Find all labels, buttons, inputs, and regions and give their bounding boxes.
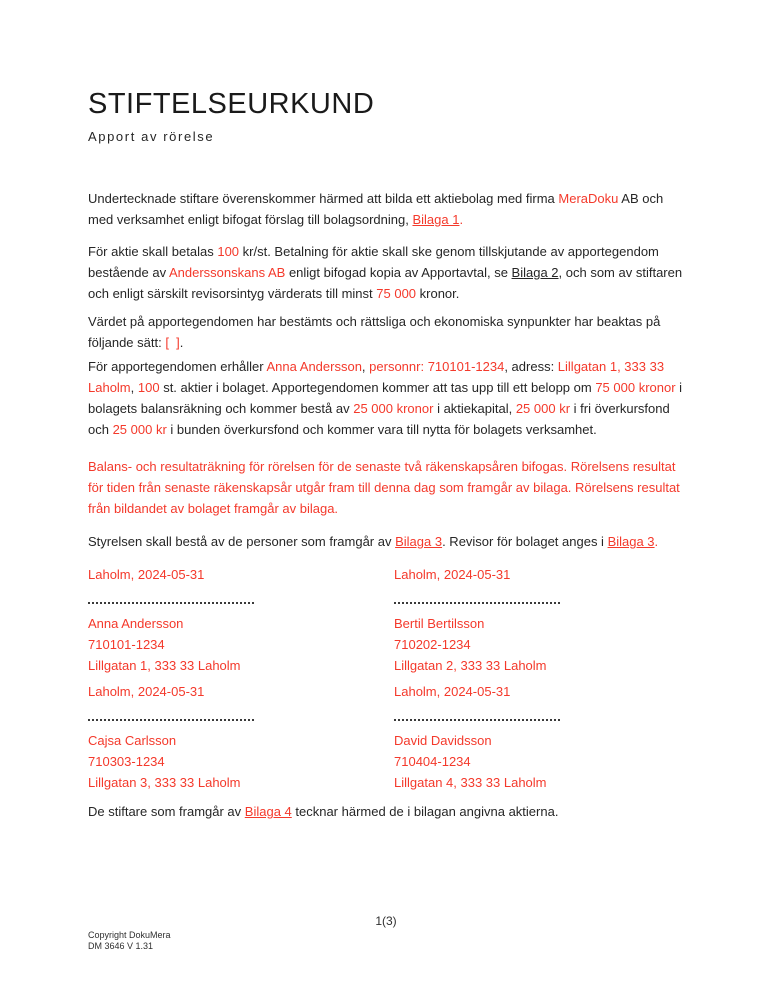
footer bbox=[88, 930, 171, 952]
signature-block-anna-andersson bbox=[88, 564, 394, 676]
signature-city-date: Laholm, 2024-05-31 bbox=[88, 567, 205, 582]
signature-block-david-davidsson bbox=[394, 681, 700, 793]
document-title: STIFTELSEURKUND bbox=[88, 88, 375, 120]
bilaga-4-link[interactable]: Bilaga 4 bbox=[244, 804, 292, 819]
text-run: Styrelsen skall bestå av de personer som framgår av bbox=[88, 534, 396, 549]
text-run: Anna Andersson bbox=[266, 359, 362, 374]
text-run: i bolagets balansräkning och kommer bestå av bbox=[88, 380, 683, 416]
text-run: , bbox=[130, 380, 138, 395]
text-run: enligt bifogad kopia av Apportavtal, se bbox=[285, 265, 512, 280]
footer-version: DM 3646 V 1.31 bbox=[88, 941, 154, 951]
text-run: Värdet på apportegendomen har bestämts och rättsliga och ekonomiska synpunkter har beaktas på följande sätt: bbox=[88, 314, 661, 350]
text-run: i fri överkursfond och bbox=[88, 401, 670, 437]
signature-line bbox=[88, 602, 254, 604]
signatory-name: David Davidsson bbox=[394, 733, 492, 748]
text-run: i bunden överkursfond och kommer vara till nytta för bolagets verksamhet. bbox=[166, 422, 597, 437]
paragraph-formation bbox=[88, 188, 688, 230]
page-number: 1(3) bbox=[375, 914, 397, 928]
text-run: De stiftare som framgår av bbox=[88, 804, 245, 819]
bilaga-3-link[interactable]: Bilaga 3 bbox=[395, 534, 443, 549]
signature-line bbox=[88, 719, 254, 721]
paragraph-accounts bbox=[88, 456, 688, 519]
signature-row-1 bbox=[88, 564, 700, 676]
text-run: , bbox=[361, 359, 370, 374]
text-run: 25 000 kr bbox=[515, 401, 571, 416]
text-run: . bbox=[459, 212, 464, 227]
signatory-name: Anna Andersson bbox=[88, 616, 184, 631]
text-run: tecknar härmed de i bilagan angivna aktierna. bbox=[291, 804, 559, 819]
footer-copyright: Copyright DokuMera bbox=[88, 930, 171, 940]
signatory-name: Bertil Bertilsson bbox=[394, 616, 485, 631]
text-run: . Revisor för bolaget anges i bbox=[442, 534, 608, 549]
text-run: 25 000 kr bbox=[112, 422, 167, 437]
signatory-address: Lillgatan 4, 333 33 Laholm bbox=[394, 775, 547, 790]
signature-line bbox=[394, 602, 560, 604]
signatory-address: Lillgatan 1, 333 33 Laholm bbox=[88, 658, 241, 673]
bilaga-1-link[interactable]: Bilaga 1 bbox=[412, 212, 460, 227]
signature-block-cajsa-carlsson bbox=[88, 681, 394, 793]
text-run: 25 000 kronor bbox=[353, 401, 434, 416]
text-run: 75 000 bbox=[376, 286, 417, 301]
signature-city-date: Laholm, 2024-05-31 bbox=[88, 684, 205, 699]
text-run: För apportegendomen erhåller bbox=[88, 359, 267, 374]
signature-row-2 bbox=[88, 681, 700, 793]
text-run: personnr: 710101-1234 bbox=[369, 359, 505, 374]
text-run: Anderssonskans AB bbox=[168, 265, 286, 280]
paragraph-board bbox=[88, 531, 688, 552]
bilaga-3-link[interactable]: Bilaga 3 bbox=[607, 534, 655, 549]
text-run: Undertecknade stiftare överenskommer härmed att bilda ett aktiebolag med firma bbox=[88, 191, 559, 206]
document-subtitle: Apport av rörelse bbox=[88, 129, 215, 144]
text-run: MeraDoku bbox=[558, 191, 619, 206]
signatory-personnr: 710303-1234 bbox=[88, 754, 165, 769]
paragraph-allocation bbox=[88, 356, 688, 440]
text-run: i aktiekapital, bbox=[433, 401, 516, 416]
text-run: , adress: bbox=[504, 359, 558, 374]
signature-block-bertil-bertilsson bbox=[394, 564, 700, 676]
text-run: 75 000 kronor bbox=[595, 380, 676, 395]
paragraph-subscription bbox=[88, 801, 688, 822]
text-run: 100 bbox=[137, 380, 160, 395]
signatory-address: Lillgatan 3, 333 33 Laholm bbox=[88, 775, 241, 790]
text-run: För aktie skall betalas bbox=[88, 244, 218, 259]
signatory-name: Cajsa Carlsson bbox=[88, 733, 177, 748]
text-run: Lillgatan 1, 333 33 Laholm bbox=[88, 359, 665, 395]
bilaga-2-link[interactable]: Bilaga 2 bbox=[511, 265, 559, 280]
text-run: kr/st. Betalning för aktie skall ske genom tillskjutande av apportegendom bestående av bbox=[88, 244, 659, 280]
signatory-personnr: 710202-1234 bbox=[394, 637, 471, 652]
signatory-personnr: 710404-1234 bbox=[394, 754, 471, 769]
text-run: , och som av stiftaren och enligt särskilt revisorsintyg värderats till minst bbox=[88, 265, 683, 301]
text-run: kronor. bbox=[416, 286, 460, 301]
signatory-personnr: 710101-1234 bbox=[88, 637, 165, 652]
text-run: AB och med verksamhet enligt bifogat förslag till bolagsordning, bbox=[88, 191, 664, 227]
text-run: [ ] bbox=[165, 335, 180, 350]
paragraph-payment bbox=[88, 241, 688, 304]
signature-city-date: Laholm, 2024-05-31 bbox=[394, 567, 511, 582]
signature-line bbox=[394, 719, 560, 721]
paragraph-valuation bbox=[88, 311, 688, 353]
text-run: 100 bbox=[217, 244, 240, 259]
text-run: st. aktier i bolaget. Apportegendomen kommer att tas upp till ett belopp om bbox=[159, 380, 596, 395]
text-run: Balans- och resultaträkning för rörelsen för de senaste två räkenskapsåren bifogas. Rörelsens resultat för tiden från senaste räkenskapsår utgår fram till denna dag som framgår av bilaga. Rörelsens resultat från bildandet av bolaget framgår av bilaga. bbox=[88, 459, 680, 516]
signatory-address: Lillgatan 2, 333 33 Laholm bbox=[394, 658, 547, 673]
text-run: . bbox=[654, 534, 659, 549]
text-run: . bbox=[179, 335, 184, 350]
signature-city-date: Laholm, 2024-05-31 bbox=[394, 684, 511, 699]
